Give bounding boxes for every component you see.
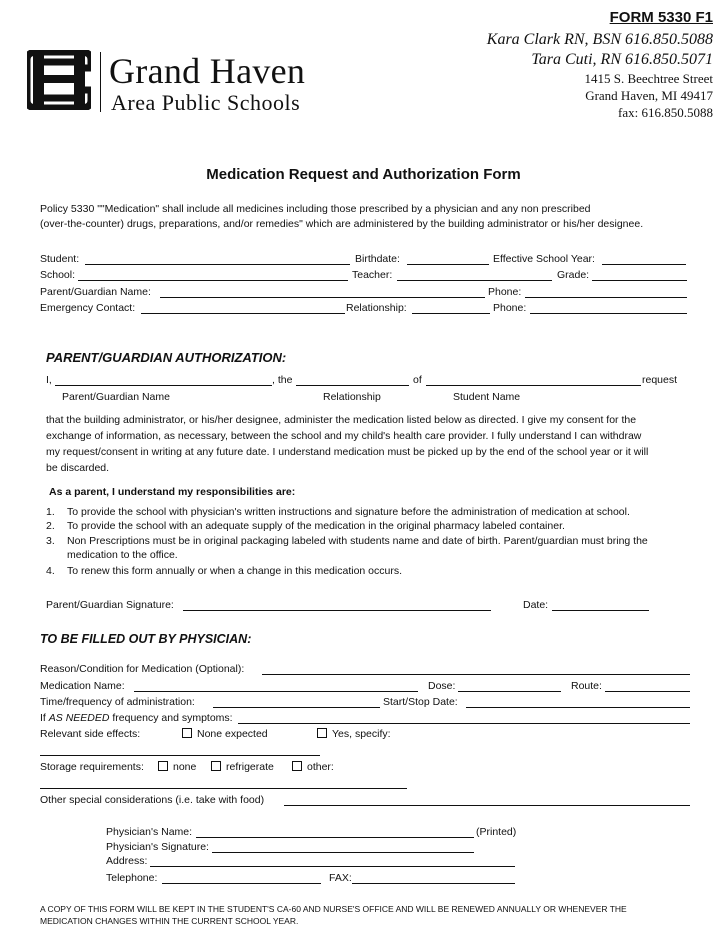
city-address: Grand Haven, MI 49417 (585, 88, 713, 103)
gh-monogram-icon (27, 50, 91, 110)
route-label: Route: (571, 680, 602, 692)
relationship-label: Relationship: (346, 302, 407, 314)
telephone-label: Telephone: (106, 872, 158, 884)
fax-label: FAX: (329, 872, 352, 884)
physician-name-field[interactable] (196, 837, 474, 838)
responsibility-3a: Non Prescriptions must be in original packaging labeled with students name and date of birth. Parent/guardian must bring the (67, 535, 648, 547)
responsibility-2: To provide the school with an adequate supply of the medication in the original pharmacy labeled container. (67, 520, 565, 532)
footer-note-line-1: A COPY OF THIS FORM WILL BE KEPT IN THE STUDENT'S CA-60 AND NURSE'S OFFICE AND WILL BE RENEWED ANNUALLY OR WHENEVER THE (40, 904, 627, 914)
medication-name-label: Medication Name: (40, 680, 125, 692)
storage-refrigerate-option[interactable] (211, 761, 274, 773)
phone-label: Phone: (488, 286, 522, 298)
side-effects-field[interactable] (40, 755, 320, 756)
grade-field[interactable] (592, 280, 687, 281)
nurse-contact-2: Tara Cuti, RN 616.850.5071 (531, 51, 713, 68)
fax-field[interactable] (352, 883, 515, 884)
emergency-contact-label: Emergency Contact: (40, 302, 136, 314)
responsibility-num-2: 2. (46, 520, 55, 532)
yes-specify-label: Yes, specify: (332, 728, 391, 740)
telephone-field[interactable] (162, 883, 321, 884)
consent-line-1: that the building administrator, or his/her designee, administer the medication listed below as directed. I give my consent for the (46, 414, 637, 426)
i-label: I, (46, 374, 52, 386)
emergency-contact-field[interactable] (141, 313, 345, 314)
emergency-phone-field[interactable] (530, 313, 687, 314)
parent-signature-label: Parent/Guardian Signature: (46, 599, 174, 611)
parent-date-field[interactable] (552, 610, 649, 611)
responsibility-num-3: 3. (46, 535, 55, 547)
form-number: FORM 5330 F1 (609, 9, 713, 26)
other-considerations-label: Other special considerations (i.e. take with food) (40, 794, 265, 806)
policy-line-1: Policy 5330 ""Medication" shall include all medicines including those prescribed by a physician and any non prescribed (40, 203, 591, 215)
storage-none-checkbox[interactable] (158, 761, 168, 771)
as-needed-text: AS NEEDED (48, 712, 110, 724)
parent-date-label: Date: (523, 599, 549, 611)
start-stop-label: Start/Stop Date: (383, 696, 458, 708)
storage-refrigerate-label: refrigerate (226, 761, 274, 773)
student-field[interactable] (85, 264, 350, 265)
phone-field[interactable] (525, 297, 687, 298)
student-name-auth-field[interactable] (426, 385, 641, 386)
parent-name-label: Parent/Guardian Name: (40, 286, 151, 298)
physician-signature-field[interactable] (212, 852, 474, 853)
fax-number: fax: 616.850.5088 (618, 105, 713, 120)
side-effects-label: Relevant side effects: (40, 728, 141, 740)
parent-signature-field[interactable] (183, 610, 491, 611)
medication-name-field[interactable] (134, 691, 418, 692)
effective-year-label: Effective School Year: (493, 253, 595, 265)
nurse-contact-1: Kara Clark RN, BSN 616.850.5088 (486, 31, 713, 48)
responsibility-num-1: 1. (46, 506, 55, 518)
footer-note-line-2: MEDICATION CHANGES WITHIN THE CURRENT SCHOOL YEAR. (40, 916, 299, 926)
time-frequency-field[interactable] (213, 707, 380, 708)
physician-address-label: Address: (106, 855, 148, 867)
relationship-auth-field[interactable] (296, 385, 409, 386)
frequency-symptoms-text: frequency and symptoms: (112, 712, 233, 724)
route-field[interactable] (605, 691, 690, 692)
responsibility-num-4: 4. (46, 565, 55, 577)
storage-none-option[interactable] (158, 761, 196, 773)
street-address: 1415 S. Beechtree Street (584, 71, 713, 86)
storage-label: Storage requirements: (40, 761, 144, 773)
printed-label: (Printed) (476, 826, 517, 838)
storage-other-option[interactable] (292, 761, 334, 773)
page-title: Medication Request and Authorization Form (206, 166, 521, 183)
physician-heading: TO BE FILLED OUT BY PHYSICIAN: (40, 632, 252, 646)
birthdate-field[interactable] (407, 264, 489, 265)
birthdate-label: Birthdate: (355, 253, 400, 265)
teacher-field[interactable] (397, 280, 552, 281)
caption-parent-name: Parent/Guardian Name (62, 391, 170, 403)
request-label: request (642, 374, 678, 386)
dose-field[interactable] (458, 691, 561, 692)
physician-address-field[interactable] (150, 866, 515, 867)
parent-name-auth-field[interactable] (55, 385, 272, 386)
storage-field[interactable] (40, 788, 407, 789)
none-expected-option[interactable] (182, 728, 268, 740)
logo-subtitle: Area Public Schools (111, 90, 301, 115)
physician-signature-label: Physician's Signature: (106, 841, 209, 853)
storage-other-checkbox[interactable] (292, 761, 302, 771)
reason-field[interactable] (262, 674, 690, 675)
storage-refrigerate-checkbox[interactable] (211, 761, 221, 771)
caption-student-name: Student Name (453, 391, 521, 403)
time-frequency-label: Time/frequency of administration: (40, 696, 195, 708)
teacher-label: Teacher: (352, 269, 393, 281)
other-considerations-field[interactable] (284, 805, 690, 806)
of-label: of (413, 374, 422, 386)
responsibilities-heading: As a parent, I understand my responsibilities are: (49, 486, 296, 498)
yes-specify-option[interactable] (317, 728, 391, 740)
as-needed-label (40, 712, 233, 724)
responsibility-1: To provide the school with physician's written instructions and signature before the administration of medication at school. (67, 506, 630, 518)
caption-relationship: Relationship (323, 391, 381, 403)
consent-line-3: my request/consent in writing at any future date. I understand medication must be picked up by the end of the school year or it will (46, 446, 649, 458)
emergency-phone-label: Phone: (493, 302, 527, 314)
if-text: If (40, 712, 46, 724)
dose-label: Dose: (428, 680, 456, 692)
student-label: Student: (40, 253, 80, 265)
parent-name-field[interactable] (160, 297, 485, 298)
responsibility-4: To renew this form annually or when a change in this medication occurs. (67, 565, 403, 577)
physician-name-label: Physician's Name: (106, 826, 193, 838)
logo-title: Grand Haven (109, 51, 306, 91)
grade-label: Grade: (557, 269, 590, 281)
policy-line-2: (over-the-counter) drugs, preparations, and/or remedies" which are administered by the building administrator or his/her designee. (40, 218, 644, 230)
school-label: School: (40, 269, 76, 281)
school-field[interactable] (78, 280, 348, 281)
yes-specify-checkbox[interactable] (317, 728, 327, 738)
as-needed-field[interactable] (238, 723, 690, 724)
the-label: , the (272, 374, 293, 386)
start-stop-field[interactable] (466, 707, 690, 708)
consent-line-2: exchange of information, as necessary, between the school and my child's health care provider. I fully understand I can withdraw (46, 430, 642, 442)
consent-line-4: be discarded. (46, 462, 110, 474)
storage-other-label: other: (307, 761, 334, 773)
relationship-field[interactable] (412, 313, 490, 314)
logo-divider (100, 52, 101, 112)
responsibility-3b: medication to the office. (67, 549, 178, 561)
storage-none-label: none (173, 761, 197, 773)
parent-authorization-heading: PARENT/GUARDIAN AUTHORIZATION: (46, 350, 287, 365)
none-expected-checkbox[interactable] (182, 728, 192, 738)
reason-label: Reason/Condition for Medication (Optional): (40, 663, 245, 675)
none-expected-label: None expected (197, 728, 268, 740)
effective-year-field[interactable] (602, 264, 686, 265)
